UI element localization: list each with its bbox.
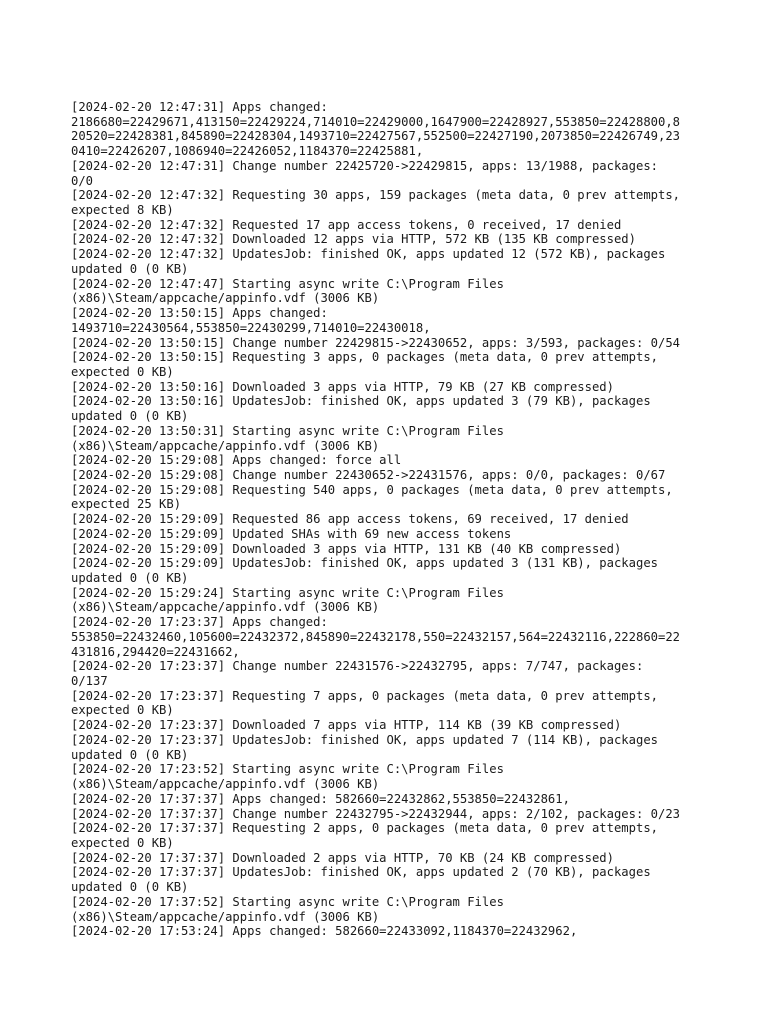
log-line: (x86)\Steam/appcache/appinfo.vdf (3006 KB) <box>71 909 380 924</box>
log-line: (x86)\Steam/appcache/appinfo.vdf (3006 KB) <box>71 438 380 453</box>
log-line: updated 0 (0 KB) <box>71 409 189 424</box>
log-line: [2024-02-20 12:47:47] Starting async write C:\Program Files <box>71 276 504 291</box>
log-line: expected 0 KB) <box>71 703 174 718</box>
log-line: updated 0 (0 KB) <box>71 880 189 895</box>
log-line: [2024-02-20 17:37:37] Requesting 2 apps, 0 packages (meta data, 0 prev attempts, <box>71 821 658 836</box>
log-line: 1493710=22430564,553850=22430299,714010=22430018, <box>71 320 431 335</box>
log-line: [2024-02-20 13:50:15] Requesting 3 apps, 0 packages (meta data, 0 prev attempts, <box>71 350 658 365</box>
log-line: 20520=22428381,845890=22428304,1493710=22427567,552500=22427190,2073850=22426749,23 <box>71 129 681 144</box>
log-line: [2024-02-20 12:47:31] Change number 22425720->22429815, apps: 13/1988, packages: <box>71 158 658 173</box>
log-line: [2024-02-20 17:23:37] Change number 22431576->22432795, apps: 7/747, packages: <box>71 659 644 674</box>
log-line: [2024-02-20 17:53:24] Apps changed: 582660=22433092,1184370=22432962, <box>71 924 578 939</box>
log-line: [2024-02-20 17:23:52] Starting async write C:\Program Files <box>71 762 504 777</box>
log-line: [2024-02-20 15:29:08] Requesting 540 apps, 0 packages (meta data, 0 prev attempts, <box>71 482 673 497</box>
log-line: [2024-02-20 17:37:37] Downloaded 2 apps via HTTP, 70 KB (24 KB compressed) <box>71 850 614 865</box>
log-line: 0410=22426207,1086940=22426052,1184370=22425881, <box>71 144 424 159</box>
log-line: [2024-02-20 15:29:09] Requested 86 app access tokens, 69 received, 17 denied <box>71 512 629 527</box>
log-line: expected 8 KB) <box>71 203 174 218</box>
log-line: [2024-02-20 15:29:09] Updated SHAs with 69 new access tokens <box>71 526 512 541</box>
log-line: updated 0 (0 KB) <box>71 747 189 762</box>
log-line: 0/0 <box>71 173 94 188</box>
log-line: expected 0 KB) <box>71 364 174 379</box>
log-line: [2024-02-20 17:37:37] Change number 22432795->22432944, apps: 2/102, packages: 0/23 <box>71 806 681 821</box>
log-line: 0/137 <box>71 674 108 689</box>
log-line: [2024-02-20 12:47:32] Requested 17 app access tokens, 0 received, 17 denied <box>71 217 622 232</box>
log-line: [2024-02-20 17:23:37] Downloaded 7 apps via HTTP, 114 KB (39 KB compressed) <box>71 718 622 733</box>
log-line: [2024-02-20 17:37:37] Apps changed: 582660=22432862,553850=22432861, <box>71 791 570 806</box>
log-line: [2024-02-20 12:47:32] UpdatesJob: finished OK, apps updated 12 (572 KB), packages <box>71 247 666 262</box>
log-line: [2024-02-20 13:50:16] Downloaded 3 apps via HTTP, 79 KB (27 KB compressed) <box>71 379 614 394</box>
log-line: [2024-02-20 17:37:52] Starting async write C:\Program Files <box>71 894 504 909</box>
log-line: [2024-02-20 15:29:24] Starting async write C:\Program Files <box>71 585 504 600</box>
log-line: [2024-02-20 15:29:09] UpdatesJob: finished OK, apps updated 3 (131 KB), packages <box>71 556 658 571</box>
log-line: (x86)\Steam/appcache/appinfo.vdf (3006 KB) <box>71 600 380 615</box>
log-line: [2024-02-20 12:47:31] Apps changed: <box>71 100 328 114</box>
log-line: [2024-02-20 17:23:37] Apps changed: <box>71 615 328 630</box>
log-line: [2024-02-20 13:50:31] Starting async write C:\Program Files <box>71 423 504 438</box>
log-line: (x86)\Steam/appcache/appinfo.vdf (3006 KB) <box>71 291 380 306</box>
log-line: [2024-02-20 15:29:08] Change number 22430652->22431576, apps: 0/0, packages: 0/67 <box>71 467 666 482</box>
log-line: updated 0 (0 KB) <box>71 261 189 276</box>
log-line: 553850=22432460,105600=22432372,845890=22432178,550=22432157,564=22432116,222860=22 <box>71 629 681 644</box>
log-line: (x86)\Steam/appcache/appinfo.vdf (3006 KB) <box>71 777 380 792</box>
log-line: [2024-02-20 17:37:37] UpdatesJob: finished OK, apps updated 2 (70 KB), packages <box>71 865 651 880</box>
log-text-block <box>71 100 731 939</box>
log-line: [2024-02-20 12:47:32] Requesting 30 apps, 159 packages (meta data, 0 prev attempts, <box>71 188 681 203</box>
log-line: [2024-02-20 13:50:15] Apps changed: <box>71 306 328 321</box>
log-line: updated 0 (0 KB) <box>71 571 189 585</box>
log-line: expected 0 KB) <box>71 835 174 850</box>
log-line: [2024-02-20 12:47:32] Downloaded 12 apps via HTTP, 572 KB (135 KB compressed) <box>71 232 636 247</box>
log-line: 2186680=22429671,413150=22429224,714010=22429000,1647900=22428927,553850=22428800,8 <box>71 114 681 129</box>
log-line: 431816,294420=22431662, <box>71 644 240 659</box>
log-line: [2024-02-20 17:23:37] Requesting 7 apps, 0 packages (meta data, 0 prev attempts, <box>71 688 658 703</box>
log-line: [2024-02-20 15:29:08] Apps changed: force all <box>71 453 402 468</box>
log-line: [2024-02-20 13:50:16] UpdatesJob: finished OK, apps updated 3 (79 KB), packages <box>71 394 651 409</box>
log-line: [2024-02-20 13:50:15] Change number 22429815->22430652, apps: 3/593, packages: 0/54 <box>71 335 681 350</box>
log-line: [2024-02-20 15:29:09] Downloaded 3 apps via HTTP, 131 KB (40 KB compressed) <box>71 541 622 556</box>
log-line: expected 25 KB) <box>71 497 182 512</box>
log-line: [2024-02-20 17:23:37] UpdatesJob: finished OK, apps updated 7 (114 KB), packages <box>71 732 658 747</box>
